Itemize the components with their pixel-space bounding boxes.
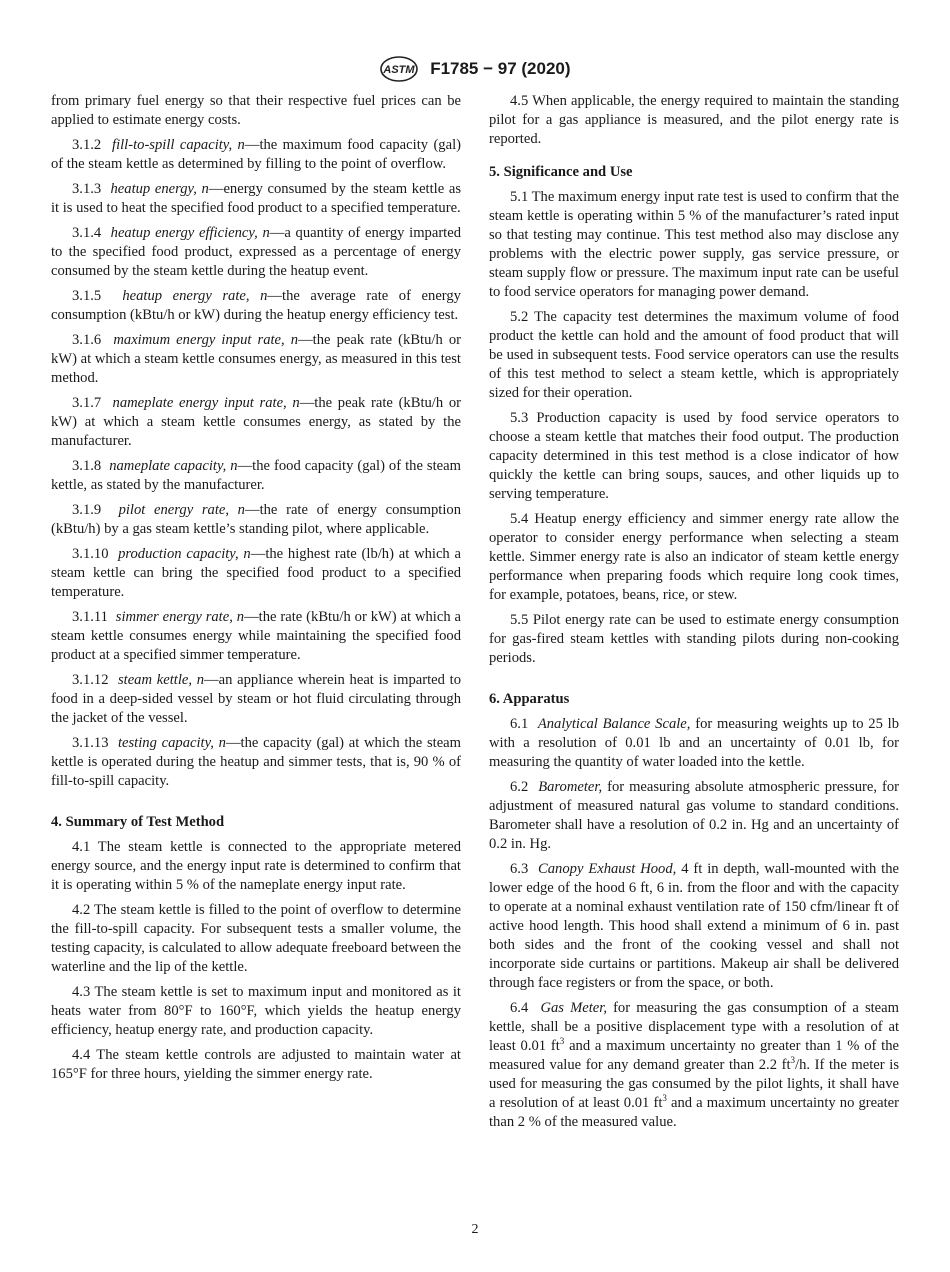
definition-testing-capacity: 3.1.13 testing capacity, n—the capacity (gal) at which the steam kettle is operated during the heatup and simmer tests, that is, 90 % of fill-to-spill capacity.: [51, 735, 462, 789]
page-number: 2: [471, 1222, 479, 1237]
section-heading-apparatus: 6. Apparatus: [489, 691, 570, 707]
right-column: [489, 92, 899, 1138]
astm-logo-icon: [379, 56, 419, 82]
section-heading-summary: 4. Summary of Test Method: [51, 814, 225, 830]
section-heading-significance: 5. Significance and Use: [489, 164, 633, 180]
paragraph: 4.1 The steam kettle is connected to the appropriate metered energy source, and the energy input rate is determined to confirm that it is operating within 5 % of the nameplate energy input rate.: [51, 839, 461, 893]
definition-fill-to-spill: 3.1.2 fill-to-spill capacity, n—the maximum food capacity (gal) of the steam kettle as determined by filling to the point of overflow.: [51, 137, 461, 172]
page-header: [0, 56, 950, 82]
definition-nameplate-capacity: 3.1.8 nameplate capacity, n—the food capacity (gal) of the steam kettle, as stated by the manufacturer.: [51, 458, 461, 493]
paragraph: 5.5 Pilot energy rate can be used to estimate energy consumption for gas-fired steam kettles with standing pilots during non-cooking periods.: [489, 612, 899, 666]
definition-simmer-energy-rate: 3.1.11 simmer energy rate, n—the rate (kBtu/h or kW) at which a steam kettle consumes energy while maintaining the specified food product at a specified simmer temperature.: [51, 609, 462, 663]
paragraph: 5.2 The capacity test determines the maximum volume of food product the kettle can hold and the amount of food product that will be used in subsequent tests. Food service operators can use the results of this test method to select a steam kettle, which is appropriately sized for their operation.: [489, 309, 899, 401]
apparatus-gas-meter: 6.4 Gas Meter, for measuring the gas consumption of a steam kettle, shall be a positive displacement type with a resolution of at least 0.01 $ft^3$ and a maximum uncertainty no greater than 1 % of the measured value for any demand greater than 2.2 $ft^3/h$. If the meter is used for measuring the gas consumed by the pilot lights, it shall have a resolution of at least 0.01 $ft^3$ and a maximum uncertainty no greater than 2 % of the measured value.: [489, 1000, 899, 1130]
paragraph: from primary fuel energy so that their respective fuel prices can be applied to estimate energy costs.: [51, 93, 461, 128]
definition-heatup-efficiency: 3.1.4 heatup energy efficiency, n—a quantity of energy imparted to the specified food product, expressed as a percentage of energy consumed by the steam kettle during the heatup event.: [51, 225, 462, 279]
paragraph: 4.2 The steam kettle is filled to the point of overflow to determine the fill-to-spill capacity. For subsequent tests a smaller volume, the testing capacity, is calculated to allow adequate freeboard between the waterline and the lip of the kettle.: [51, 902, 461, 975]
svg-text:ASTM: ASTM: [383, 64, 416, 76]
definition-production-capacity: 3.1.10 production capacity, n—the highest rate (lb/h) at which a steam kettle can bring the specified food product to a specified temperature.: [51, 546, 461, 600]
left-column: [51, 92, 461, 1090]
apparatus-balance-scale: 6.1 Analytical Balance Scale, for measuring weights up to 25 lb with a resolution of 0.01 lb and an uncertainty of 0.01 lb, for measuring the quantity of water loaded into the kettle.: [489, 716, 900, 770]
apparatus-exhaust-hood: 6.3 Canopy Exhaust Hood, 4 ft in depth, wall-mounted with the lower edge of the hood 6 ft, 6 in. from the floor and with the capacity to operate at a nominal exhaust ventilation rate of 150 cfm/linear ft of active hood length. This hood shall extend a minimum of 6 in. past both sides and the front of the cooking vessel and shall not incorporate side curtains or partitions. Makeup air shall be delivered through face registers or from the space, or both.: [489, 861, 899, 991]
paragraph: 4.5 When applicable, the energy required to maintain the standing pilot for a gas appliance is measured, and the pilot energy rate is reported.: [489, 93, 899, 147]
paragraph: 5.3 Production capacity is used by food service operators to choose a steam kettle that matches their food output. The production capacity determined in this test method is a close indicator of how quickly the kettle can bring soups, sauces, and other liquids up to serving temperature.: [489, 410, 899, 502]
definition-nameplate-input-rate: 3.1.7 nameplate energy input rate, n—the peak rate (kBtu/h or kW) at which a steam kettle consumes energy, as stated by the manufacturer.: [51, 395, 461, 449]
paragraph: 4.3 The steam kettle is set to maximum input and monitored as it heats water from 80°F to 160°F, which yields the heatup energy efficiency, heatup energy rate, and production capacity.: [51, 984, 461, 1038]
paragraph: 4.4 The steam kettle controls are adjusted to maintain water at 165°F for three hours, yielding the simmer energy rate.: [51, 1047, 461, 1082]
definition-heatup-rate: 3.1.5 heatup energy rate, n—the average rate of energy consumption (kBtu/h or kW) during the heatup energy efficiency test.: [51, 288, 461, 323]
paragraph: 5.1 The maximum energy input rate test is used to confirm that the steam kettle is operating within 5 % of the manufacturer’s rated input so that testing may continue. This test method also may disclose any problems with the electric power supply, gas service pressure, or steam supply flow or pressure. The maximum input rate can be useful to food service operators for managing power demand.: [489, 189, 899, 300]
definition-pilot-energy-rate: 3.1.9 pilot energy rate, n—the rate of energy consumption (kBtu/h) by a gas steam kettle’s standing pilot, where applicable.: [51, 502, 461, 537]
document-designation: F1785 − 97 (2020): [430, 59, 571, 78]
apparatus-barometer: 6.2 Barometer, for measuring absolute atmospheric pressure, for adjustment of measured natural gas volume to standard conditions. Barometer shall have a resolution of 0.2 in. Hg and an uncertainty of 0.2 in. Hg.: [489, 779, 900, 852]
definition-max-input-rate: 3.1.6 maximum energy input rate, n—the peak rate (kBtu/h or kW) at which a steam kettle consumes energy, as measured in this test method.: [51, 332, 461, 386]
definition-heatup-energy: 3.1.3 heatup energy, n—energy consumed by the steam kettle as it is used to heat the specified food product to a specified temperature.: [51, 181, 462, 216]
paragraph: 5.4 Heatup energy efficiency and simmer energy rate allow the operator to consider energy performance when selecting a steam kettle. Simmer energy rate is also an indicator of steam kettle energy performance when preparing foods which require long cook times, for example, potatoes, beans, rice, or stew.: [489, 511, 899, 603]
definition-steam-kettle: 3.1.12 steam kettle, n—an appliance wherein heat is imparted to food in a deep-sided vessel by steam or hot fluid circulating through the jacket of the vessel.: [51, 672, 462, 726]
